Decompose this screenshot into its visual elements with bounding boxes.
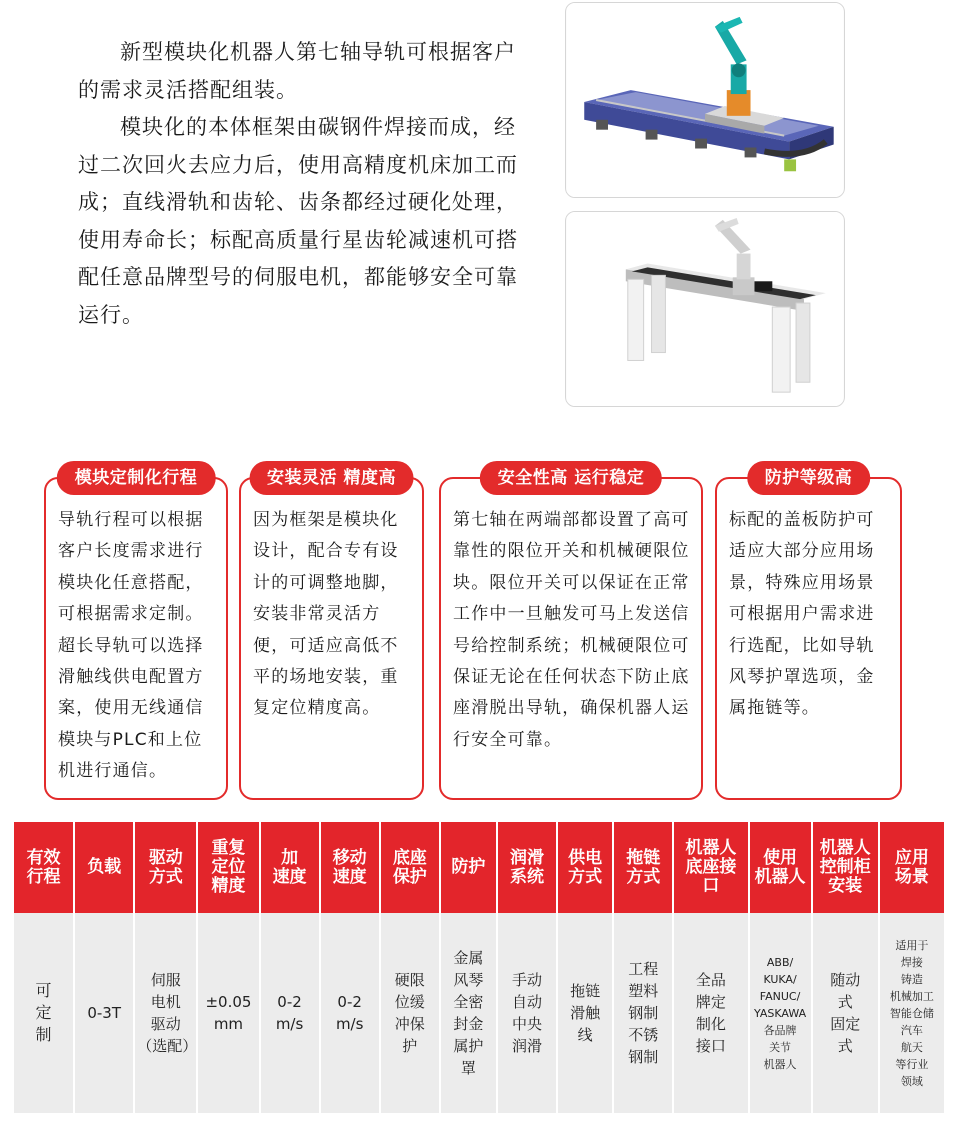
feature-body: 标配的盖板防护可适应大部分应用场景，特殊应用场景可根据用户需求进行选配，比如导轨风琴护罩选项，金属拖链等。 bbox=[729, 510, 875, 719]
spec-value-cell: 0-2 m/s bbox=[260, 913, 320, 1113]
spec-header-cell: 重复 定位 精度 bbox=[197, 822, 259, 913]
spec-header-cell: 负载 bbox=[74, 822, 134, 913]
intro-text bbox=[78, 34, 533, 334]
spec-value-cell: 0-3T bbox=[74, 913, 134, 1113]
product-photo-ground-track bbox=[565, 2, 845, 198]
robot-ground-track-illustration bbox=[566, 3, 844, 197]
feature-card-modular-stroke bbox=[44, 468, 228, 800]
intro-paragraph-1: 新型模块化机器人第七轴导轨可根据客户的需求灵活搭配组装。 bbox=[78, 40, 516, 102]
feature-body: 导轨行程可以根据客户长度需求进行模块化任意搭配，可根据需求定制。超长导轨可以选择滑触线供电配置方案，使用无线通信模块与PLC和上位机进行通信。 bbox=[58, 510, 204, 782]
spec-value-row bbox=[14, 913, 944, 1113]
spec-header-cell: 底座 保护 bbox=[380, 822, 440, 913]
spec-header-cell: 有效 行程 bbox=[14, 822, 74, 913]
spec-header-row bbox=[14, 822, 944, 913]
spec-header-cell: 驱动 方式 bbox=[134, 822, 197, 913]
feature-title: 模块定制化行程 bbox=[57, 461, 216, 495]
feature-card-flexible-install bbox=[239, 468, 424, 800]
spec-header-cell: 应用 场景 bbox=[879, 822, 944, 913]
intro-paragraph-2: 模块化的本体框架由碳钢件焊接而成，经过二次回火去应力后，使用高精度机床加工而成；直线滑轨和齿轮、齿条都经过硬化处理，使用寿命长；标配高质量行星齿轮减速机可搭配任意品牌型号的伺服电机，都能够安全可靠运行。 bbox=[78, 115, 518, 327]
spec-value-cell: 可 定 制 bbox=[14, 913, 74, 1113]
spec-value-cell: 手动 自动 中央 润滑 bbox=[497, 913, 557, 1113]
spec-header-cell: 机器人 底座接 口 bbox=[673, 822, 748, 913]
feature-title: 防护等级高 bbox=[747, 461, 871, 495]
spec-value-cell: 0-2 m/s bbox=[320, 913, 380, 1113]
spec-header-cell: 使用 机器人 bbox=[749, 822, 812, 913]
spec-header-cell: 润滑 系统 bbox=[497, 822, 557, 913]
robot-gantry-illustration bbox=[566, 212, 844, 406]
spec-header-cell: 防护 bbox=[440, 822, 497, 913]
feature-card-safety bbox=[439, 468, 703, 800]
spec-value-cell: 随动 式 固定 式 bbox=[812, 913, 879, 1113]
spec-header-cell: 机器人 控制柜 安装 bbox=[812, 822, 879, 913]
spec-header-cell: 加 速度 bbox=[260, 822, 320, 913]
spec-value-cell: 工程 塑料 钢制 不锈 钢制 bbox=[613, 913, 673, 1113]
feature-title: 安装灵活 精度高 bbox=[249, 461, 414, 495]
feature-title: 安全性高 运行稳定 bbox=[480, 461, 662, 495]
spec-table bbox=[14, 822, 944, 1113]
spec-value-cell: 全品 牌定 制化 接口 bbox=[673, 913, 748, 1113]
spec-value-cell: ABB/ KUKA/ FANUC/ YASKAWA 各品牌 关节 机器人 bbox=[749, 913, 812, 1113]
spec-value-cell: 适用于 焊接 铸造 机械加工 智能仓储 汽车 航天 等行业 领域 bbox=[879, 913, 944, 1113]
spec-value-cell: 伺服 电机 驱动 （选配） bbox=[134, 913, 197, 1113]
product-photo-gantry-track bbox=[565, 211, 845, 407]
feature-body: 第七轴在两端部都设置了高可靠性的限位开关和机械硬限位块。限位开关可以保证在正常工作中一旦触发可马上发送信号给控制系统；机械硬限位可保证无论在任何状态下防止底座滑脱出导轨，确保机器人运行安全可靠。 bbox=[453, 510, 690, 750]
spec-header-cell: 拖链 方式 bbox=[613, 822, 673, 913]
spec-header-cell: 移动 速度 bbox=[320, 822, 380, 913]
spec-value-cell: 拖链 滑触 线 bbox=[557, 913, 613, 1113]
spec-value-cell: 硬限 位缓 冲保 护 bbox=[380, 913, 440, 1113]
spec-header-cell: 供电 方式 bbox=[557, 822, 613, 913]
feature-card-protection bbox=[715, 468, 902, 800]
spec-value-cell: ±0.05 mm bbox=[197, 913, 259, 1113]
spec-value-cell: 金属 风琴 全密 封金 属护 罩 bbox=[440, 913, 497, 1113]
feature-body: 因为框架是模块化设计，配合专有设计的可调整地脚，安装非常灵活方便，可适应高低不平的场地安装，重复定位精度高。 bbox=[253, 510, 399, 719]
